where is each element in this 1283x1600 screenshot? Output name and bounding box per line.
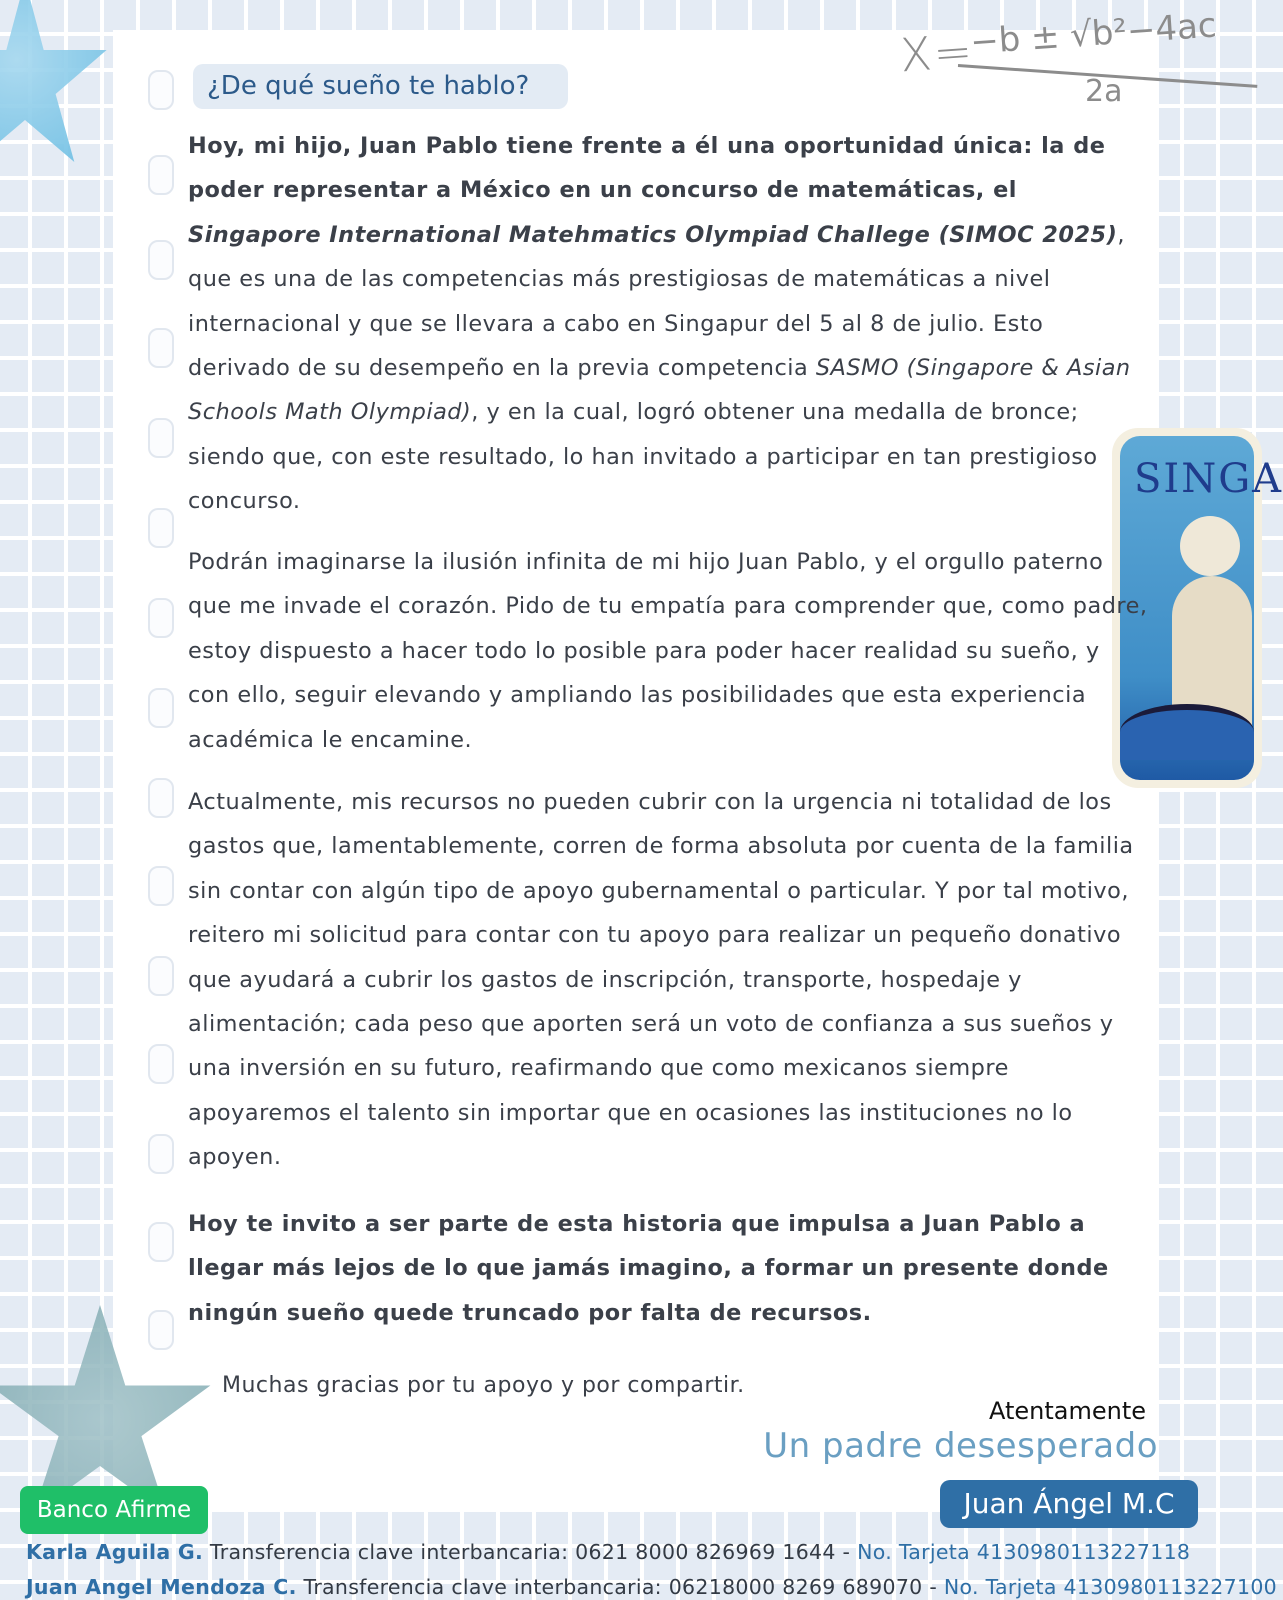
formula-denominator: 2a — [1085, 74, 1123, 109]
transfer-clabe: Transferencia clave interbancaria: 06218000 8269 689070 - — [296, 1575, 944, 1599]
ring-icon — [148, 688, 174, 728]
card-number: No. Tarjeta 4130980113227118 — [857, 1540, 1191, 1564]
ring-icon — [148, 1134, 174, 1174]
ring-icon — [148, 1222, 174, 1262]
ring-icon — [148, 778, 174, 818]
card-number: No. Tarjeta 4130980113227100 — [943, 1575, 1278, 1599]
thanks-text: Muchas gracias por tu apoyo y por compartir. — [222, 1373, 745, 1398]
ring-icon — [148, 598, 174, 638]
ring-icon — [148, 866, 174, 906]
competition-name: Singapore International Matehmatics Olympiad Challege (SIMOC 2025) — [188, 221, 1118, 248]
paragraph-text: , y en la cual, logró obtener una medalla de bronce; siendo que, con este resultado, lo han invitado a participar en tan prestigioso concurso. — [188, 399, 1098, 515]
account-holder: Juan Angel Mendoza C. — [26, 1575, 297, 1599]
paragraph-invitation: Hoy te invito a ser parte de esta historia que impulsa a Juan Pablo a llegar más lejos de lo que jamás imagino, a formar un presente donde ningún sueño quede truncado por falta de recursos. — [188, 1211, 1109, 1326]
formula-numerator: −b ± √b²−4ac — [968, 5, 1218, 63]
author-name-badge: Juan Ángel M.C — [940, 1480, 1198, 1528]
ring-icon — [148, 328, 174, 368]
ring-icon — [148, 70, 174, 110]
quadratic-formula — [898, 5, 1236, 114]
paragraph-opportunity — [188, 124, 1148, 524]
closing-text: Atentamente — [988, 1397, 1146, 1425]
account-line — [26, 1575, 1277, 1599]
ring-icon — [148, 1310, 174, 1350]
formula-lhs: X= — [898, 23, 976, 83]
account-line — [26, 1540, 1190, 1564]
ring-icon — [148, 418, 174, 458]
previous-competition-name: SASMO (Singapore & Asian Schools Math Olympiad) — [188, 355, 1131, 426]
paragraph-illusion: Podrán imaginarse la ilusión infinita de mi hijo Juan Pablo, y el orgullo paterno que me invade el corazón. Pido de tu empatía para comprender que, como padre, estoy dispuesto a hacer todo lo posible para poder hacer realidad su sueño, y con ello, seguir elevando y ampliando las posibilidades que esta experiencia académica le encamine. — [188, 549, 1148, 753]
ring-icon — [148, 155, 174, 195]
transfer-clabe: Transferencia clave interbancaria: 0621 8000 826969 1644 - — [203, 1540, 858, 1564]
page-title: ¿De qué sueño te hablo? — [193, 64, 568, 109]
signature-text: Un padre desesperado — [763, 1426, 1158, 1466]
paragraph-text: , que es una de las competencias más prestigiosas de matemáticas a nivel internacional y que se llevara a cabo en Singapur del 5 al 8 de julio. Esto derivado de su desempeño en la previa competencia — [188, 221, 1125, 382]
paragraph-text: Hoy, mi hijo, Juan Pablo tiene frente a él una oportunidad única: la de poder representar a México en un concurso de matemáticas, el — [188, 133, 1106, 204]
paragraph-resources: Actualmente, mis recursos no pueden cubrir con la urgencia ni totalidad de los gastos que, lamentablemente, corren de forma absoluta por cuenta de la familia sin contar con algún tipo de apoyo gubernamental o particular. Y por tal motivo, reitero mi solicitud para contar con tu apoyo para realizar un pequeño donativo que ayudará a cubrir los gastos de inscripción, transporte, hospedaje y alimentación; cada peso que aporten será un voto de confianza a sus sueños y una inversión en su futuro, reafirmando que como mexicanos siempre apoyaremos el talento sin importar que en ocasiones las instituciones no lo apoyen. — [188, 789, 1134, 1171]
ring-icon — [148, 508, 174, 548]
singapore-poster-text: SINGA — [1134, 456, 1283, 502]
merlion-head-icon — [1180, 516, 1240, 576]
account-holder: Karla Aguila G. — [26, 1540, 204, 1564]
decorative-star-icon — [0, 0, 110, 180]
bank-name-badge: Banco Afirme — [20, 1486, 208, 1534]
ring-icon — [148, 1044, 174, 1084]
ring-icon — [148, 240, 174, 280]
ring-icon — [148, 956, 174, 996]
